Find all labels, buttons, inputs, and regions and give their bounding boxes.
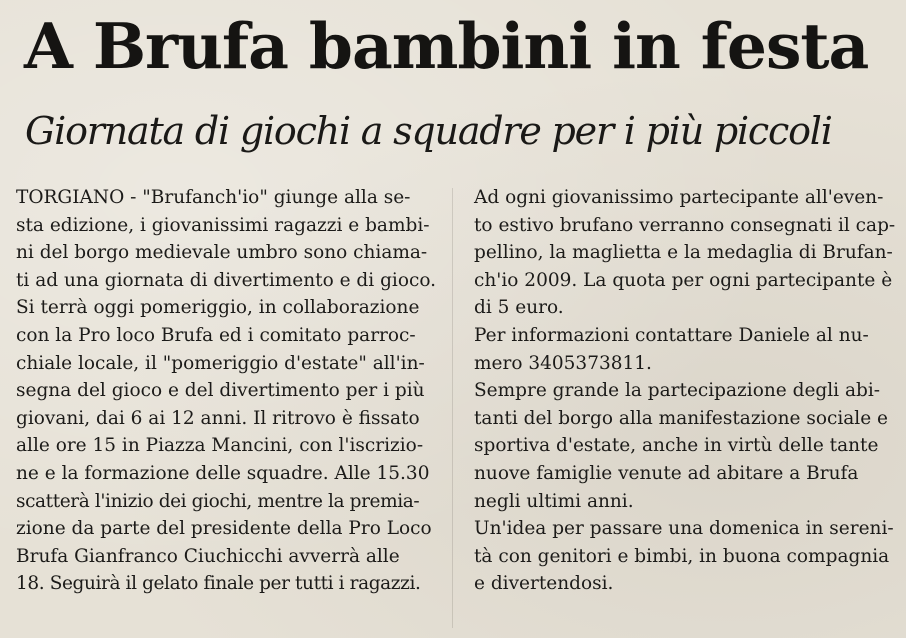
text-line: sportiva d'estate, anche in virtù delle tante [474,435,879,457]
article-column-right [474,184,898,598]
column-divider [452,188,453,628]
text-line: alle ore 15 in Piazza Mancini, con l'iscrizio- [16,435,424,457]
text-line: segna del gioco e del divertimento per i più [16,380,425,402]
subheadline: Giornata di giochi a squadre per i più piccoli [25,109,832,153]
text-line: chiale locale, il "pomeriggio d'estate" all'in- [16,352,425,374]
text-line: di 5 euro. [474,297,564,319]
headline: A Brufa bambini in festa [24,9,869,83]
text-line: mero 3405373811. [474,352,652,374]
text-line: sta edizione, i giovanissimi ragazzi e bambi- [16,214,430,236]
text-line: 18. Seguirà il gelato finale per tutti i ragazzi. [16,573,421,595]
text-line: Ad ogni giovanissimo partecipante all'even- [474,187,884,208]
text-line: ti ad una giornata di divertimento e di gioco. [16,269,437,291]
text-line: pellino, la maglietta e la medaglia di Brufan- [474,242,893,264]
text-line: Sempre grande la partecipazione degli abi- [474,380,880,402]
text-line: Per informazioni contattare Daniele al nu- [474,324,869,346]
text-line: TORGIANO - "Brufanch'io" giunge alla se- [16,187,411,208]
text-line: giovani, dai 6 ai 12 anni. Il ritrovo è fissato [16,407,420,429]
text-line: scatterà l'inizio dei giochi, mentre la premia- [16,490,420,512]
article-column-left [16,184,436,598]
text-line: tanti del borgo alla manifestazione sociale e [474,407,888,429]
text-line: ni del borgo medievale umbro sono chiama- [16,242,428,264]
text-line: Un'idea per passare una domenica in sereni- [474,518,894,540]
text-line: zione da parte del presidente della Pro Loco [16,518,432,540]
text-line: Brufa Gianfranco Ciuchicchi avverrà alle [16,545,400,567]
text-line: Si terrà oggi pomeriggio, in collaborazione [16,297,420,319]
text-line: nuove famiglie venute ad abitare a Brufa [474,462,859,484]
text-line: con la Pro loco Brufa ed i comitato parroc- [16,324,416,346]
text-line: ne e la formazione delle squadre. Alle 15.30 [16,462,430,484]
text-line: to estivo brufano verranno consegnati il cap- [474,214,896,236]
text-line: ch'io 2009. La quota per ogni partecipante è [474,269,893,291]
text-line: e divertendosi. [474,573,614,595]
text-line: tà con genitori e bimbi, in buona compagnia [474,545,890,567]
text-line: negli ultimi anni. [474,490,634,512]
